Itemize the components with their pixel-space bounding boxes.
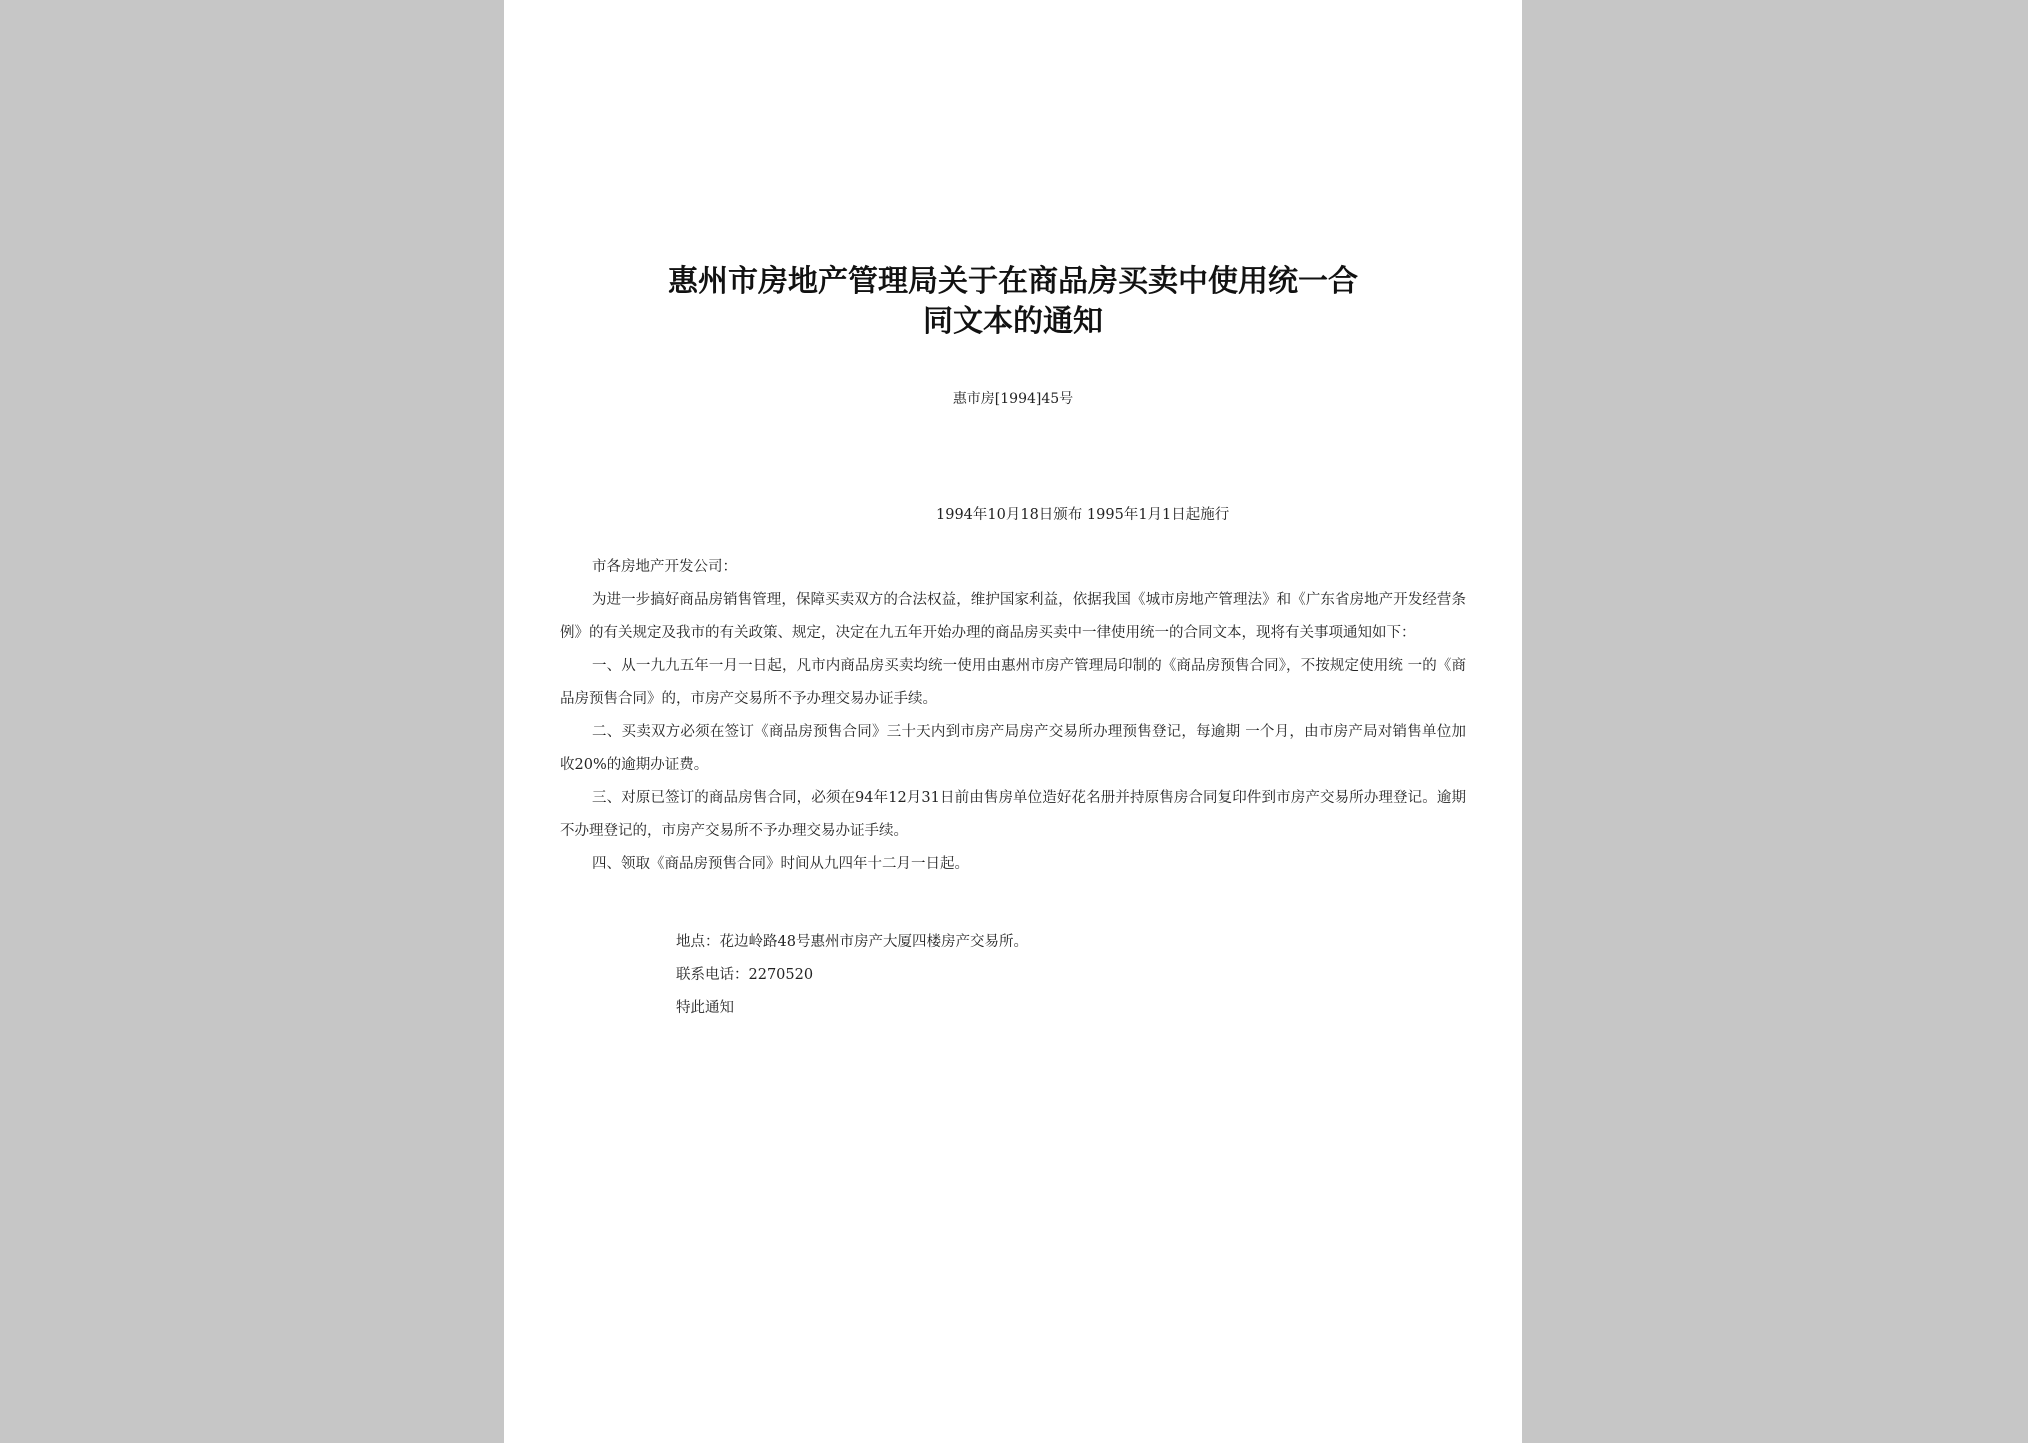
paragraph-item-1: 一、从一九九五年一月一日起，凡市内商品房买卖均统一使用由惠州市房产管理局印制的《商品房预售合同》，不按规定使用统 一的《商品房预售合同》的，市房产交易所不予办理交易办证手续。	[560, 658, 1466, 707]
title-line-2: 同文本的通知	[923, 304, 1103, 339]
document-number: 惠市房[1994]45号	[952, 391, 1074, 407]
issue-date-line: 1994年10月18日颁布 1995年1月1日起施行	[936, 507, 1230, 523]
document-body	[560, 551, 1466, 881]
address-line: 地点：花边岭路48号惠州市房产大厦四楼房产交易所。	[676, 934, 1028, 950]
paragraph-intro: 为进一步搞好商品房销售管理，保障买卖双方的合法权益，维护国家利益，依据我国《城市房地产管理法》和《广东省房地产开发经营条例》的有关规定及我市的有关政策、规定，决定在九五年开始办理的商品房买卖中一律使用统一的合同文本，现将有关事项通知如下：	[560, 592, 1466, 641]
phone-line: 联系电话：2270520	[676, 967, 814, 983]
document-page	[504, 0, 1522, 1443]
paragraph-item-4: 四、领取《商品房预售合同》时间从九四年十二月一日起。	[592, 856, 969, 872]
document-title	[504, 262, 1522, 342]
title-line-1: 惠州市房地产管理局关于在商品房买卖中使用统一合	[668, 264, 1358, 299]
salutation: 市各房地产开发公司：	[592, 559, 737, 575]
document-footer	[676, 926, 1028, 1025]
closing-line: 特此通知	[676, 1000, 734, 1016]
paragraph-item-3: 三、对原已签订的商品房售合同，必须在94年12月31日前由售房单位造好花名册并持原售房合同复印件到市房产交易所办理登记。逾期不办理登记的，市房产交易所不予办理交易办证手续。	[560, 790, 1466, 839]
paragraph-item-2: 二、买卖双方必须在签订《商品房预售合同》三十天内到市房产局房产交易所办理预售登记，每逾期 一个月，由市房产局对销售单位加收20%的逾期办证费。	[560, 724, 1466, 773]
